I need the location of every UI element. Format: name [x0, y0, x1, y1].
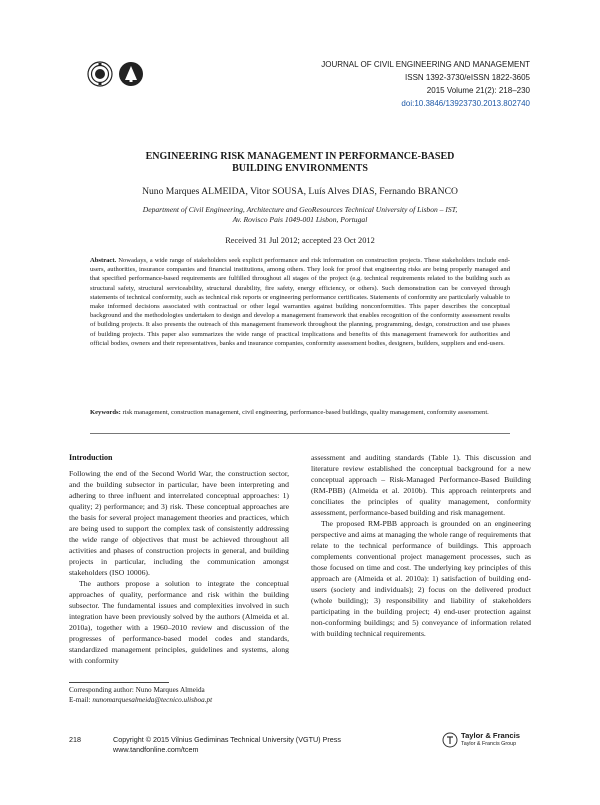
- abstract-text: Nowadays, a wide range of stakeholders seek explicit performance and risk information on construction projects. These stakeholders include end-users, authorities, insurance companies and financial institutions, among others. They look for proof that engineering risks are being properly managed and that specified performance-based requirements are fulfilled throughout all stages of the project (e.g. technical requirements related to the building such as structural safety, structural serviceability, structural durability, fire safety, energy efficiency, or others). Such demonstration can be conveyed through statements of technical conformity, such as technical risk reports or engineering performance certificates. Statements of conformity are particularly valuable to make informed decisions associated with contractual or other legal warranties against building nonconformities. This paper describes the conceptual background and the methodologies undertaken to design and develop a management framework that enables recognition of the conformity assessment results of building projects. It also presents the outreach of this management framework throughout the planning, programming, design, construction and use phases of building projects. This paper also summarizes the wide range of practical implications and benefits of this management framework for authorities and official bodies, owners and their representatives, banks and insurance companies, conformity assessment bodies, designers, builders, suppliers and end-users.: [90, 257, 510, 347]
- publisher-group: Taylor & Francis Group: [461, 741, 517, 747]
- doi-link[interactable]: doi:10.3846/13923730.2013.802740: [401, 99, 530, 108]
- body-column-right: [311, 452, 531, 639]
- publisher-main: Taylor & Francis: [461, 731, 520, 740]
- article-affiliation: [60, 205, 540, 225]
- keywords-text: risk management, construction management, civil engineering, performance-based buildings, quality management, conformity assessment.: [122, 409, 489, 416]
- body-column-left: [69, 452, 289, 666]
- received-dates: Received 31 Jul 2012; accepted 23 Oct 2012: [225, 236, 375, 245]
- email-address[interactable]: nunomarquesalmeida@tecnico.ulisboa.pt: [92, 695, 213, 704]
- affiliation-line2: Av. Rovisco Pais 1049-001 Lisbon, Portugal: [232, 215, 368, 224]
- page-number: 218: [69, 735, 81, 744]
- corresponding-author: Corresponding author: Nuno Marques Almeida: [69, 686, 205, 694]
- journal-issn: ISSN 1392-3730/eISSN 1822-3605: [405, 73, 530, 82]
- abstract-label: Abstract.: [90, 257, 117, 264]
- abstract: [90, 256, 510, 348]
- article-title-line2: BUILDING ENVIRONMENTS: [232, 163, 368, 174]
- footnote: [69, 686, 212, 705]
- journal-info: [321, 58, 530, 110]
- footer-copyright-block: [113, 735, 341, 754]
- affiliation-line1: Department of Civil Engineering, Architecture and GeoResources Technical University of Lisbon – IST,: [142, 205, 458, 214]
- paragraph: The authors propose a solution to integrate the conceptual approaches of quality, performance and risk within the building subsector. The fundamental issues and complexities involved in such integration have been previously solved by the authors (Almeida et al. 2010a), together with a 1960–2010 review and discussion of the progresses of performance-based model codes and standards, standardized management principles, guidelines and systems, along with conformity: [69, 579, 289, 665]
- section-heading: Introduction: [69, 453, 113, 462]
- paragraph: Following the end of the Second World War, the construction sector, and the building subsector in particular, have been interpreting and adhering to three influent and interrelated conceptual approaches: 1) quality; 2) performance; and 3) risk. These conceptual approaches are the basis for several project management theories and practices, which are being used to support the complex task of consistently addressing the wide range of objectives that must be achieved throughout all activities and phases of construction projects in general, and building projects in particular, including the communication amongst stakeholders (ISO 10006).: [69, 469, 289, 577]
- email-line: [69, 696, 212, 706]
- journal-volume: 2015 Volume 21(2): 218–230: [426, 86, 530, 95]
- keywords-label: Keywords:: [90, 409, 121, 416]
- paragraph: assessment and auditing standards (Table 1). This discussion and literature review established the conceptual background for a new conceptual approach – Risk-Managed Performance-Based Building (RM-PBB) (Almeida et al. 2010b). This approach reinterprets and conciliates the principles of quality management, conformity assessment, performance-based building and risk management.: [311, 453, 531, 517]
- keywords: [90, 408, 510, 417]
- article-title-line1: ENGINEERING RISK MANAGEMENT IN PERFORMANCE-BASED: [145, 151, 455, 162]
- article-title: [60, 151, 540, 175]
- paragraph: The proposed RM-PBB approach is grounded on an engineering perspective and aims at managing the whole range of requirements that relate to the technical performance of buildings. This approach complements conventional project management processes, such as those focused on time and cost. The underlying key principles of this approach are (Almeida et al. 2010a): 1) satisfaction of building end-users (society and individuals); 2) focus on the delivered product (whole building); 3) responsibility and liability of stakeholders participating in the building project; 4) end-user protection against non-conforming buildings; and 5) conveyance of information related with building technical requirements.: [311, 519, 531, 638]
- copyright-text: Copyright © 2015 Vilnius Gediminas Technical University (VGTU) Press: [113, 735, 341, 744]
- journal-url[interactable]: www.tandfonline.com/tcem: [113, 744, 199, 754]
- publisher-name: [461, 731, 520, 749]
- vgtu-press-logo: [86, 60, 148, 88]
- journal-name: JOURNAL OF CIVIL ENGINEERING AND MANAGEMENT: [321, 60, 530, 69]
- article-authors: Nuno Marques ALMEIDA, Vitor SOUSA, Luís Alves DIAS, Fernando BRANCO: [142, 186, 458, 197]
- footnote-divider: [69, 682, 169, 683]
- abstract-divider: [90, 433, 510, 434]
- email-label: E-mail:: [69, 695, 91, 704]
